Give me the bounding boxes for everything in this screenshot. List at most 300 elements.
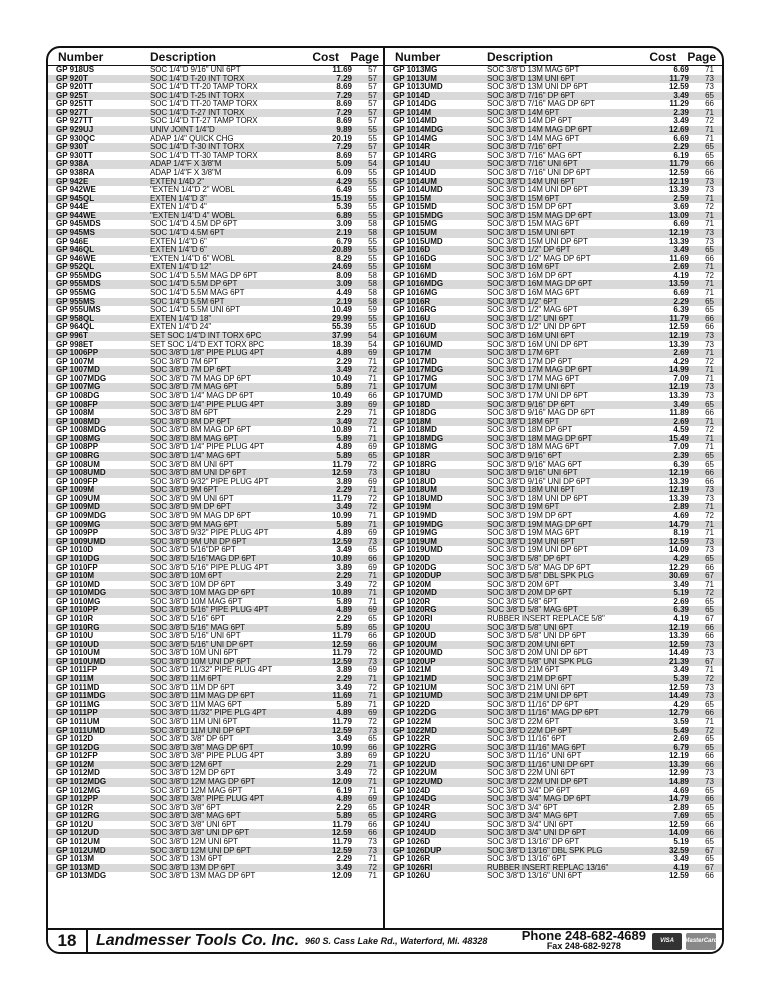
part-cost: 12.59 [331, 846, 352, 855]
part-page: 71 [368, 357, 377, 366]
part-number: GP 1014M [393, 108, 432, 117]
part-cost: 6.69 [673, 220, 689, 229]
part-page: 66 [368, 554, 377, 563]
table-row [48, 529, 383, 538]
table-row [385, 452, 722, 461]
table-row [385, 306, 722, 315]
part-cost: 4.29 [673, 700, 689, 709]
part-cost: 20.89 [331, 246, 352, 255]
table-row [385, 332, 722, 341]
part-page: 66 [705, 254, 714, 263]
part-number: GP 1020U [393, 623, 431, 632]
table-row [385, 606, 722, 615]
part-page: 67 [705, 657, 714, 666]
part-cost: 5.89 [336, 812, 352, 821]
table-row [385, 169, 722, 178]
table-row [385, 366, 722, 375]
part-cost: 12.79 [668, 709, 689, 718]
part-cost: 5.89 [336, 597, 352, 606]
part-page: 65 [368, 452, 377, 461]
table-row [385, 246, 722, 255]
table-row [385, 632, 722, 641]
part-number: GP 1018M [393, 417, 432, 426]
part-page: 71 [368, 760, 377, 769]
part-cost: 11.79 [332, 649, 352, 658]
part-description: EXTEN 1/4"D 24" [150, 323, 212, 332]
part-cost: 12.59 [331, 726, 352, 735]
table-row [385, 66, 722, 75]
table-row [48, 521, 383, 530]
part-cost: 12.19 [668, 331, 689, 340]
part-description: SOC 1/4"D 9/16" UNI 6PT [150, 66, 241, 74]
part-description: SOC 3/8"D 3/8" UNI 6PT [150, 820, 237, 829]
table-row [385, 117, 722, 126]
part-page: 73 [368, 846, 377, 855]
part-number: GP 1009MD [56, 503, 100, 512]
part-page: 66 [705, 323, 714, 332]
part-cost: 14.79 [668, 795, 689, 804]
part-number: GP 1026U [393, 872, 431, 881]
part-description: RUBBER INSERT REPLACE 5/8" [487, 615, 605, 623]
table-row [48, 615, 383, 624]
part-page: 54 [368, 331, 377, 340]
part-number: GP 955UMS [56, 306, 101, 315]
part-page: 73 [705, 186, 714, 195]
part-number: GP 1008RG [56, 452, 100, 461]
part-page: 71 [705, 417, 714, 426]
part-page: 57 [368, 143, 377, 152]
part-page: 71 [705, 717, 714, 726]
table-row [48, 195, 383, 204]
part-description: SOC 3/8"D 3/4" 6PT [487, 803, 558, 812]
part-number: GP 996T [56, 331, 88, 340]
part-page: 66 [368, 391, 377, 400]
part-cost: 10.89 [331, 426, 352, 435]
part-number: GP 925T [56, 91, 88, 100]
table-row [48, 186, 383, 195]
part-page: 65 [705, 452, 714, 461]
part-cost: 3.49 [673, 855, 689, 864]
part-description: SOC 3/8"D 7/16" UNI 6PT [487, 160, 578, 169]
part-number: GP 942E [56, 177, 89, 186]
part-description: UNIV JOINT 1/4"D [150, 126, 215, 135]
part-page: 71 [705, 580, 714, 589]
table-row [48, 152, 383, 161]
part-number: GP 1008M [56, 409, 95, 418]
part-page: 73 [368, 469, 377, 478]
table-row [385, 821, 722, 830]
part-description: SOC 3/8"D 18M UNI 6PT [487, 486, 575, 495]
part-number: GP 946QL [56, 246, 95, 255]
part-page: 65 [705, 606, 714, 615]
table-row [48, 75, 383, 84]
part-page: 71 [705, 666, 714, 675]
part-number: GP 930T [56, 143, 88, 152]
part-description: SOC 3/8"D 12M UNI 6PT [150, 838, 238, 847]
part-cost: 11.69 [669, 254, 689, 263]
part-description: SOC 3/8"D 18M MAG DP 6PT [487, 434, 593, 443]
part-description: SOC 3/8"D 15M DP 6PT [487, 203, 573, 212]
part-description: SOC 3/8"D 5/16" PIPE PLUG 4PT [150, 563, 269, 572]
table-row [385, 478, 722, 487]
part-description: SOC 1/4"D TT-20 TAMP TORX [150, 100, 258, 109]
part-number: GP 945MDS [56, 220, 101, 229]
table-row [385, 521, 722, 530]
part-description: SOC 3/8"D 14M DP 6PT [487, 117, 573, 126]
part-cost: 11.79 [332, 632, 352, 641]
part-description: SOC 3/8"D 3/4" UNI DP 6PT [487, 829, 587, 838]
part-page: 69 [368, 349, 377, 358]
table-row [385, 649, 722, 658]
part-page: 72 [368, 580, 377, 589]
part-page: 71 [705, 349, 714, 358]
part-number: GP 938A [56, 160, 89, 169]
part-number: GP 944WE [56, 211, 96, 220]
part-number: GP 1026RI [393, 863, 433, 872]
part-description: SOC 3/8"D 1/2" MAG 6PT [487, 306, 578, 315]
table-row [48, 709, 383, 718]
table-row [385, 718, 722, 727]
part-description: SOC 3/8"D 9/16" 6PT [487, 452, 562, 461]
part-cost: 3.49 [673, 400, 689, 409]
part-description: SOC 3/8"D 3/8" DP 6PT [150, 735, 234, 744]
table-row [48, 684, 383, 693]
part-page: 58 [368, 220, 377, 229]
part-description: SOC 3/8"D 16M UNI 6PT [487, 331, 575, 340]
part-description: SOC 3/8"D 3/8" PIPE PLUG 4PT [150, 752, 265, 761]
header-description: Description [150, 50, 217, 64]
part-number: GP 1021UMD [393, 692, 443, 701]
part-page: 65 [705, 855, 714, 864]
part-page: 71 [368, 434, 377, 443]
part-page: 69 [368, 563, 377, 572]
table-row [385, 409, 722, 418]
part-number: GP 1010D [56, 546, 94, 555]
table-row [385, 426, 722, 435]
part-cost: 3.89 [336, 563, 352, 572]
table-row [48, 366, 383, 375]
part-description: EXTEN 1/4"D 6" [150, 246, 207, 255]
part-page: 57 [368, 74, 377, 83]
part-number: GP 1015UM [393, 228, 437, 237]
part-cost: 13.39 [668, 237, 689, 246]
part-description: SOC 3/8"D 18M UNI DP 6PT [487, 494, 588, 503]
part-cost: 12.59 [668, 537, 689, 546]
part-cost: 5.49 [673, 726, 689, 735]
table-row [385, 272, 722, 281]
part-number: GP 944E [56, 203, 89, 212]
part-page: 55 [368, 168, 377, 177]
part-number: GP 1016RG [393, 306, 437, 315]
table-row [48, 495, 383, 504]
part-cost: 5.89 [336, 623, 352, 632]
part-description: SOC 3/8"D 17M UNI 6PT [487, 383, 575, 392]
table-row [48, 452, 383, 461]
part-number: GP 1010UM [56, 649, 100, 658]
part-number: GP 1022UM [393, 769, 437, 778]
phone-number: Phone 248-682-4689 [521, 928, 646, 943]
table-row [385, 341, 722, 350]
part-page: 55 [368, 263, 377, 272]
part-description: SOC 3/8"D 8M MAG DP 6PT [150, 426, 251, 435]
part-cost: 2.59 [673, 194, 689, 203]
part-description: SOC 3/8"D 9M 6PT [150, 486, 218, 495]
part-page: 69 [368, 795, 377, 804]
part-page: 65 [705, 554, 714, 563]
table-row [48, 486, 383, 495]
part-number: GP 1018D [393, 400, 431, 409]
part-page: 71 [368, 426, 377, 435]
part-page: 58 [368, 228, 377, 237]
part-cost: 12.59 [331, 469, 352, 478]
part-cost: 13.39 [668, 477, 689, 486]
part-description: SOC 3/8"D 18M MAG 6PT [487, 443, 580, 452]
part-number: GP 1013M [56, 855, 95, 864]
part-description: SOC 3/8"D 11M 6PT [150, 675, 222, 684]
part-cost: 13.39 [668, 760, 689, 769]
part-description: SOC 3/8"D 13M MAG DP 6PT [150, 872, 256, 881]
part-cost: 12.59 [668, 323, 689, 332]
part-description: SOC 3/8"D 16M MAG 6PT [487, 289, 580, 298]
part-page: 73 [705, 228, 714, 237]
table-row [48, 178, 383, 187]
part-page: 66 [705, 477, 714, 486]
part-cost: 5.09 [336, 160, 352, 169]
part-description: SOC 3/8"D 13M UNI 6PT [487, 74, 575, 83]
table-row [48, 658, 383, 667]
part-number: GP 920T [56, 74, 88, 83]
part-description: SOC 3/8"D 5/16" UNI DP 6PT [150, 640, 254, 649]
part-page: 71 [368, 777, 377, 786]
part-description: SOC 3/8"D 13M UNI DP 6PT [487, 83, 588, 92]
part-page: 55 [368, 134, 377, 143]
table-row [385, 186, 722, 195]
part-description: SOC 3/8"D 7/16" DP 6PT [487, 91, 575, 100]
part-number: GP 1011PP [56, 709, 98, 718]
table-row [48, 349, 383, 358]
table-row [385, 126, 722, 135]
part-description: SOC 3/8"D 11M MAG DP 6PT [150, 692, 255, 701]
table-row [48, 255, 383, 264]
table-row [48, 66, 383, 75]
part-page: 71 [368, 872, 377, 881]
part-page: 69 [368, 477, 377, 486]
part-page: 73 [705, 546, 714, 555]
part-number: GP 1019UMD [393, 546, 443, 555]
part-cost: 2.29 [336, 357, 352, 366]
part-number: GP 1018MG [393, 443, 438, 452]
table-row [385, 564, 722, 573]
part-page: 65 [705, 460, 714, 469]
table-row [385, 495, 722, 504]
part-number: GP 952QL [56, 263, 95, 272]
part-number: GP 1012UM [56, 838, 100, 847]
table-row [385, 727, 722, 736]
part-cost: 2.29 [673, 143, 689, 152]
part-page: 66 [705, 100, 714, 109]
part-description: SOC 3/8"D 9M UNI DP 6PT [150, 537, 247, 546]
table-row [48, 512, 383, 521]
part-page: 66 [705, 168, 714, 177]
table-row [48, 126, 383, 135]
part-cost: 3.49 [673, 666, 689, 675]
part-number: GP 1017M [393, 349, 432, 358]
part-description: SOC 3/8"D 22M UNI 6PT [487, 769, 575, 778]
part-cost: 12.19 [668, 228, 689, 237]
part-page: 66 [705, 160, 714, 169]
part-number: GP 1024D [393, 786, 431, 795]
part-cost: 11.79 [332, 494, 352, 503]
table-row [385, 675, 722, 684]
part-cost: 4.69 [673, 786, 689, 795]
part-cost: 7.69 [673, 812, 689, 821]
part-number: GP 930QC [56, 134, 95, 143]
part-description: SET SOC 1/4"D EXT TORX 8PC [150, 340, 264, 349]
part-page: 71 [705, 374, 714, 383]
table-row [385, 220, 722, 229]
part-page: 66 [368, 640, 377, 649]
table-row [385, 263, 722, 272]
table-row [48, 435, 383, 444]
part-description: SOC 3/8"D 15M UNI 6PT [487, 228, 575, 237]
part-number: GP 955MDG [56, 271, 102, 280]
part-page: 65 [705, 812, 714, 821]
part-number: GP 1009FP [56, 477, 98, 486]
table-row [385, 829, 722, 838]
mastercard-icon: MasterCard [686, 933, 716, 950]
table-row [385, 684, 722, 693]
part-description: SOC 3/8"D 20M DP 6PT [487, 589, 573, 598]
part-description: SOC 3/8"D 7M 6PT [150, 357, 218, 366]
table-row [48, 581, 383, 590]
part-cost: 14.49 [668, 649, 689, 658]
part-cost: 6.79 [336, 237, 352, 246]
part-description: SOC 3/8"D 5/16" PIPE PLUG 4PT [150, 606, 269, 615]
table-row [385, 572, 722, 581]
part-description: SOC 3/8"D 9/16" MAG DP 6PT [487, 409, 595, 418]
part-page: 69 [368, 529, 377, 538]
part-page: 65 [368, 546, 377, 555]
table-row [385, 486, 722, 495]
part-number: GP 1012DG [56, 743, 100, 752]
part-page: 71 [368, 572, 377, 581]
part-number: GP 1012MD [56, 769, 100, 778]
part-cost: 14.79 [668, 520, 689, 529]
part-page: 65 [705, 743, 714, 752]
part-description: SOC 3/8"D 12M DP 6PT [150, 769, 236, 778]
part-cost: 6.69 [673, 289, 689, 298]
part-page: 55 [368, 254, 377, 263]
part-number: GP 1016MD [393, 271, 437, 280]
part-number: GP 1018MDG [393, 434, 444, 443]
part-description: "EXTEN 1/4"D 2" WOBL [150, 186, 235, 195]
part-page: 65 [368, 623, 377, 632]
table-row [48, 752, 383, 761]
part-page: 54 [368, 160, 377, 169]
part-description: SOC 1/4"D 4.5M 6PT [150, 228, 225, 237]
part-page: 71 [705, 503, 714, 512]
table-row [385, 872, 722, 881]
part-description: SOC 3/8"D 9/32" PIPE PLUG 4PT [150, 477, 269, 486]
part-cost: 3.49 [336, 769, 352, 778]
part-number: GP 1019MG [393, 529, 438, 538]
table-row [48, 426, 383, 435]
part-cost: 7.29 [336, 91, 352, 100]
table-row [385, 75, 722, 84]
part-number: GP 1008FP [56, 400, 98, 409]
table-row [385, 238, 722, 247]
part-page: 73 [705, 494, 714, 503]
part-cost: 2.29 [336, 855, 352, 864]
part-description: SOC 3/8"D 5/8" MAG DP 6PT [487, 563, 591, 572]
table-row [385, 735, 722, 744]
table-row [48, 769, 383, 778]
part-cost: 14.49 [668, 692, 689, 701]
header-page: Page [350, 50, 379, 64]
table-row [48, 598, 383, 607]
part-number: GP 1012RG [56, 812, 100, 821]
part-number: GP 1008DG [56, 391, 100, 400]
part-number: GP 1015MD [393, 203, 437, 212]
part-cost: 4.89 [336, 443, 352, 452]
part-page: 65 [705, 91, 714, 100]
part-number: GP 1020MD [393, 589, 437, 598]
part-description: EXTEN 1/4D 2" [150, 177, 205, 186]
table-row [385, 624, 722, 633]
part-number: GP 1016D [393, 246, 431, 255]
column-header [385, 48, 722, 66]
part-description: SOC 3/8"D 8M UNI DP 6PT [150, 469, 247, 478]
part-description: SOC 3/8"D 1/4" PIPE PLUG 4PT [150, 400, 265, 409]
part-page: 73 [368, 726, 377, 735]
part-cost: 12.59 [668, 168, 689, 177]
part-number: GP 1007M [56, 357, 95, 366]
part-description: RUBBER INSERT REPLAC 13/16" [487, 863, 609, 872]
part-page: 58 [368, 271, 377, 280]
part-number: GP 1016M [393, 263, 432, 272]
part-description: SOC 3/8"D 1/2" UNI DP 6PT [487, 323, 587, 332]
part-cost: 5.89 [336, 700, 352, 709]
part-number: GP 1008PP [56, 443, 99, 452]
part-number: GP 1008UM [56, 460, 100, 469]
column-header [48, 48, 383, 66]
part-cost: 14.09 [668, 546, 689, 555]
table-row [385, 709, 722, 718]
part-number: GP 1022DG [393, 709, 437, 718]
part-page: 57 [368, 66, 377, 74]
part-page: 55 [368, 126, 377, 135]
part-page: 65 [705, 246, 714, 255]
table-row [48, 727, 383, 736]
part-description: SOC 3/8"D 14M MAG 6PT [487, 134, 580, 143]
part-page: 73 [705, 649, 714, 658]
part-cost: 2.29 [673, 297, 689, 306]
part-number: GP 1020UP [393, 657, 436, 666]
part-page: 69 [368, 606, 377, 615]
part-cost: 11.79 [332, 820, 352, 829]
table-row [48, 238, 383, 247]
part-cost: 11.79 [669, 160, 689, 169]
table-row [48, 341, 383, 350]
part-page: 71 [705, 434, 714, 443]
part-cost: 4.69 [673, 512, 689, 521]
part-number: GP 1015UMD [393, 237, 443, 246]
part-description: SOC 3/8"D 21M DP 6PT [487, 675, 573, 684]
table-row [48, 872, 383, 881]
part-number: GP 1017MG [393, 374, 438, 383]
part-page: 73 [705, 177, 714, 186]
table-row [48, 829, 383, 838]
